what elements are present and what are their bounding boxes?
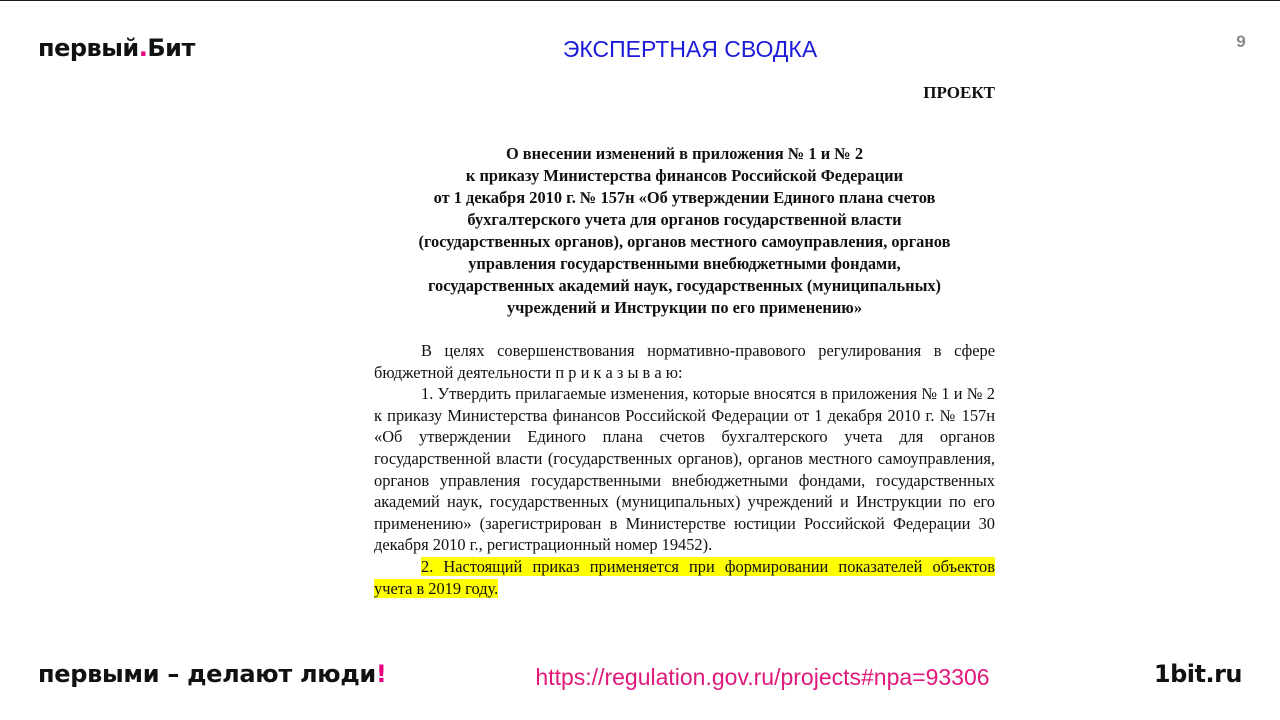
page-number: 9 [1236,32,1246,51]
heading-line: О внесении изменений в приложения № 1 и № 2 [505,144,864,163]
document-body [374,340,995,599]
heading-line: государственных академий наук, государственных (муниципальных) [427,276,942,295]
company-logo [38,34,195,62]
heading-line: учреждений и Инструкции по его применению» [506,298,863,317]
heading-line: к приказу Министерства финансов Российской Федерации [465,166,904,185]
slogan-exclamation: ! [375,660,387,688]
footer-slogan [38,660,387,688]
logo-accent: Бит [147,34,195,62]
heading-line: (государственных органов), органов местного самоуправления, органов [418,232,951,251]
document-status: ПРОЕКТ [923,83,995,102]
document-excerpt [374,82,995,599]
order-item-1: 1. Утвердить прилагаемые изменения, которые вносятся в приложения № 1 и № 2 к приказу Министерства финансов Российской Федерации от 1 декабря 2010 г. № 157н «Об утверждении Единого плана счетов бухгалтерского учета для органов государственной власти (государственных органов), органов местного самоуправления, органов управления государственными внебюджетными фондами, государственных академий наук, государственных (муниципальных) учреждений и Инструкции по его применению» (зарегистрирован в Министерстве юстиции Российской Федерации 30 декабря 2010 г., регистрационный номер 19452). [374,384,995,555]
logo-text: первый [38,34,139,62]
top-divider [0,0,1280,1]
heading-line: бухгалтерского учета для органов государственной власти [467,210,902,229]
slogan-text: первыми – делают люди [38,660,376,688]
heading-line: от 1 декабря 2010 г. № 157н «Об утверждении Единого плана счетов [433,188,936,207]
site-url: 1bit.ru [1153,660,1242,688]
document-heading [374,143,995,319]
highlighted-text: 2. Настоящий приказ применяется при формировании показателей объектов учета в 2019 году. [374,556,995,598]
slide-title: ЭКСПЕРТНАЯ СВОДКА [562,36,818,62]
heading-line: управления государственными внебюджетными фондами, [468,254,901,273]
logo-accent-dot: . [138,34,148,62]
order-item-2 [374,556,995,599]
source-link[interactable]: https://regulation.gov.ru/projects#npa=93306 [535,664,990,690]
intro-paragraph: В целях совершенствования нормативно-правового регулирования в сфере бюджетной деятельности п р и к а з ы в а ю: [374,341,995,382]
